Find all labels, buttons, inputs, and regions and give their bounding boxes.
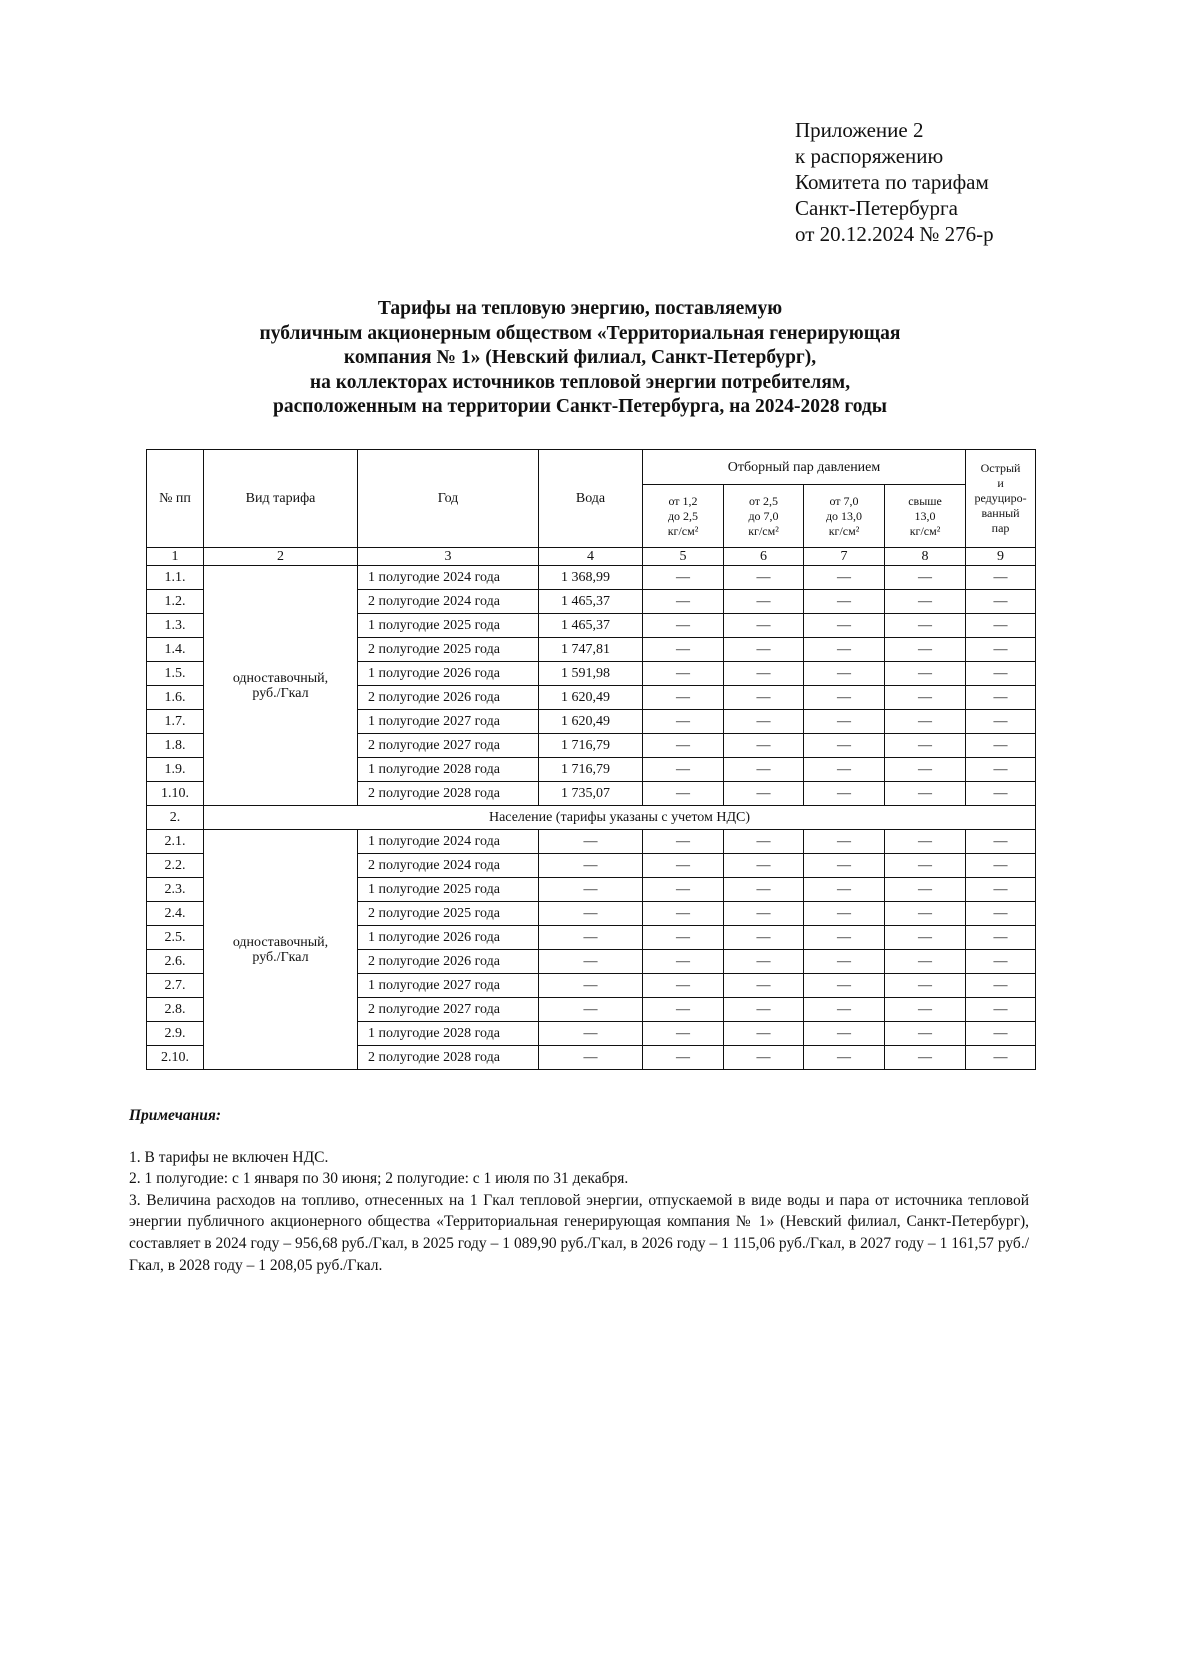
empty-value-cell: — <box>804 590 885 614</box>
empty-value-cell: — <box>643 614 724 638</box>
empty-value-cell: — <box>643 998 724 1022</box>
header-line: от 2,5 <box>748 493 779 508</box>
table-row <box>147 830 1036 854</box>
row-number: 1.4. <box>147 638 204 662</box>
empty-value-cell: — <box>885 878 966 902</box>
empty-value-cell: — <box>966 638 1036 662</box>
tariff-type-cell <box>204 830 358 1070</box>
notes-block <box>129 1105 1029 1276</box>
note-item: 2. 1 полугодие: с 1 января по 30 июня; 2 полугодие: с 1 июля по 31 декабря. <box>129 1170 629 1188</box>
header-steam-group: Отборный пар давлением <box>643 450 966 485</box>
title-line: Тарифы на тепловую энергию, поставляемую <box>377 298 783 319</box>
empty-value-cell: — <box>724 830 804 854</box>
row-number: 2.3. <box>147 878 204 902</box>
empty-value-cell: — <box>966 950 1036 974</box>
empty-value-cell: — <box>966 734 1036 758</box>
section-label: Население (тарифы указаны с учетом НДС) <box>204 806 1036 830</box>
column-number: 1 <box>147 548 204 566</box>
header-steam-4 <box>885 485 966 548</box>
empty-value-cell: — <box>966 662 1036 686</box>
period-cell: 2 полугодие 2026 года <box>358 950 539 974</box>
header-steam-1 <box>643 485 724 548</box>
period-cell: 1 полугодие 2024 года <box>358 566 539 590</box>
header-sharp-steam <box>966 450 1036 548</box>
empty-value-cell: — <box>804 998 885 1022</box>
empty-value-cell: — <box>539 998 643 1022</box>
empty-value-cell: — <box>885 590 966 614</box>
empty-value-cell: — <box>539 878 643 902</box>
water-tariff-cell: 1 465,37 <box>539 590 643 614</box>
section-header-row <box>147 806 1036 830</box>
empty-value-cell: — <box>804 662 885 686</box>
empty-value-cell: — <box>885 782 966 806</box>
header-line: до 2,5 <box>667 508 699 523</box>
empty-value-cell: — <box>804 878 885 902</box>
water-tariff-cell: 1 465,37 <box>539 614 643 638</box>
column-number-row <box>147 548 1036 566</box>
empty-value-cell: — <box>643 974 724 998</box>
empty-value-cell: — <box>724 1046 804 1070</box>
period-cell: 1 полугодие 2028 года <box>358 1022 539 1046</box>
period-cell: 1 полугодие 2025 года <box>358 614 539 638</box>
empty-value-cell: — <box>539 950 643 974</box>
empty-value-cell: — <box>643 902 724 926</box>
document-title <box>150 297 1010 420</box>
header-line: пар <box>991 521 1010 535</box>
water-tariff-cell: 1 716,79 <box>539 734 643 758</box>
period-cell: 2 полугодие 2027 года <box>358 734 539 758</box>
empty-value-cell: — <box>804 830 885 854</box>
empty-value-cell: — <box>643 1022 724 1046</box>
tariff-type-line: одноставочный, <box>232 670 329 686</box>
empty-value-cell: — <box>966 710 1036 734</box>
title-line: расположенным на территории Санкт-Петербурга, на 2024-2028 годы <box>273 396 887 418</box>
empty-value-cell: — <box>724 782 804 806</box>
empty-value-cell: — <box>724 614 804 638</box>
row-number: 2.4. <box>147 902 204 926</box>
empty-value-cell: — <box>643 878 724 902</box>
column-number: 2 <box>204 548 358 566</box>
empty-value-cell: — <box>539 902 643 926</box>
empty-value-cell: — <box>724 566 804 590</box>
appendix-line: Приложение 2 <box>795 118 924 142</box>
period-cell: 2 полугодие 2024 года <box>358 854 539 878</box>
header-line: свыше <box>908 493 942 508</box>
empty-value-cell: — <box>643 926 724 950</box>
empty-value-cell: — <box>804 1046 885 1070</box>
period-cell: 1 полугодие 2027 года <box>358 710 539 734</box>
column-number: 5 <box>643 548 724 566</box>
empty-value-cell: — <box>724 902 804 926</box>
empty-value-cell: — <box>804 974 885 998</box>
empty-value-cell: — <box>885 902 966 926</box>
empty-value-cell: — <box>539 926 643 950</box>
row-number: 1.5. <box>147 662 204 686</box>
period-cell: 2 полугодие 2028 года <box>358 1046 539 1070</box>
empty-value-cell: — <box>966 878 1036 902</box>
period-cell: 2 полугодие 2025 года <box>358 902 539 926</box>
empty-value-cell: — <box>643 662 724 686</box>
title-line: публичным акционерным обществом «Территориальная генерирующая <box>259 322 901 344</box>
row-number: 2.5. <box>147 926 204 950</box>
empty-value-cell: — <box>643 686 724 710</box>
appendix-line: Комитета по тарифам <box>795 170 989 194</box>
empty-value-cell: — <box>724 926 804 950</box>
empty-value-cell: — <box>643 1046 724 1070</box>
period-cell: 1 полугодие 2026 года <box>358 926 539 950</box>
empty-value-cell: — <box>885 734 966 758</box>
period-cell: 1 полугодие 2026 года <box>358 662 539 686</box>
empty-value-cell: — <box>643 710 724 734</box>
header-steam-3 <box>804 485 885 548</box>
empty-value-cell: — <box>966 566 1036 590</box>
appendix-line: от 20.12.2024 № 276-р <box>795 222 994 246</box>
period-cell: 2 полугодие 2025 года <box>358 638 539 662</box>
header-num: № пп <box>147 450 204 548</box>
header-line: кг/см² <box>828 523 860 538</box>
appendix-line: Санкт-Петербурга <box>795 196 958 220</box>
empty-value-cell: — <box>724 638 804 662</box>
empty-value-cell: — <box>885 614 966 638</box>
empty-value-cell: — <box>966 998 1036 1022</box>
empty-value-cell: — <box>539 854 643 878</box>
period-cell: 2 полугодие 2026 года <box>358 686 539 710</box>
empty-value-cell: — <box>966 854 1036 878</box>
empty-value-cell: — <box>724 998 804 1022</box>
header-line: кг/см² <box>667 523 699 538</box>
empty-value-cell: — <box>724 854 804 878</box>
row-number: 2.10. <box>147 1046 204 1070</box>
empty-value-cell: — <box>643 566 724 590</box>
row-number: 1.3. <box>147 614 204 638</box>
header-tariff-type: Вид тарифа <box>204 450 358 548</box>
water-tariff-cell: 1 591,98 <box>539 662 643 686</box>
header-water: Вода <box>539 450 643 548</box>
tariff-type-line: руб./Гкал <box>252 949 309 965</box>
empty-value-cell: — <box>804 734 885 758</box>
empty-value-cell: — <box>885 854 966 878</box>
empty-value-cell: — <box>885 566 966 590</box>
title-line: на коллекторах источников тепловой энергии потребителям, <box>309 371 851 393</box>
header-line: кг/см² <box>909 523 941 538</box>
empty-value-cell: — <box>643 782 724 806</box>
empty-value-cell: — <box>966 830 1036 854</box>
empty-value-cell: — <box>804 782 885 806</box>
table-row <box>147 566 1036 590</box>
row-number: 1.8. <box>147 734 204 758</box>
row-number: 1.1. <box>147 566 204 590</box>
appendix-block <box>795 117 994 247</box>
row-number: 1.2. <box>147 590 204 614</box>
empty-value-cell: — <box>885 710 966 734</box>
header-line: редуциро- <box>974 491 1027 505</box>
empty-value-cell: — <box>885 998 966 1022</box>
column-number: 4 <box>539 548 643 566</box>
empty-value-cell: — <box>966 590 1036 614</box>
empty-value-cell: — <box>724 590 804 614</box>
header-year: Год <box>358 450 539 548</box>
empty-value-cell: — <box>643 830 724 854</box>
column-number: 6 <box>724 548 804 566</box>
header-line: кг/см² <box>748 523 779 538</box>
empty-value-cell: — <box>643 758 724 782</box>
period-cell: 1 полугодие 2027 года <box>358 974 539 998</box>
empty-value-cell: — <box>643 734 724 758</box>
column-number: 3 <box>358 548 539 566</box>
row-number: 2.2. <box>147 854 204 878</box>
empty-value-cell: — <box>643 854 724 878</box>
empty-value-cell: — <box>885 926 966 950</box>
empty-value-cell: — <box>539 830 643 854</box>
row-number: 1.10. <box>147 782 204 806</box>
empty-value-cell: — <box>966 758 1036 782</box>
empty-value-cell: — <box>885 638 966 662</box>
empty-value-cell: — <box>724 950 804 974</box>
header-line: от 7,0 <box>829 493 859 508</box>
row-number: 1.6. <box>147 686 204 710</box>
empty-value-cell: — <box>885 974 966 998</box>
empty-value-cell: — <box>885 686 966 710</box>
empty-value-cell: — <box>804 950 885 974</box>
period-cell: 1 полугодие 2025 года <box>358 878 539 902</box>
water-tariff-cell: 1 735,07 <box>539 782 643 806</box>
header-steam-2 <box>724 485 804 548</box>
empty-value-cell: — <box>643 950 724 974</box>
header-line: 13,0 <box>914 508 936 523</box>
empty-value-cell: — <box>966 926 1036 950</box>
tariff-type-line: одноставочный, <box>232 934 329 950</box>
row-number: 2.6. <box>147 950 204 974</box>
title-line: компания № 1» (Невский филиал, Санкт-Петербург), <box>343 347 817 369</box>
empty-value-cell: — <box>885 1022 966 1046</box>
column-number: 9 <box>966 548 1036 566</box>
tariff-type-cell <box>204 566 358 806</box>
empty-value-cell: — <box>804 758 885 782</box>
empty-value-cell: — <box>643 638 724 662</box>
period-cell: 2 полугодие 2028 года <box>358 782 539 806</box>
empty-value-cell: — <box>804 926 885 950</box>
row-number: 2.1. <box>147 830 204 854</box>
empty-value-cell: — <box>885 662 966 686</box>
appendix-line: к распоряжению <box>795 144 944 168</box>
empty-value-cell: — <box>885 950 966 974</box>
notes-title: Примечания: <box>129 1107 221 1124</box>
empty-value-cell: — <box>804 710 885 734</box>
water-tariff-cell: 1 620,49 <box>539 710 643 734</box>
empty-value-cell: — <box>804 854 885 878</box>
water-tariff-cell: 1 716,79 <box>539 758 643 782</box>
column-number: 7 <box>804 548 885 566</box>
empty-value-cell: — <box>539 1046 643 1070</box>
empty-value-cell: — <box>643 590 724 614</box>
empty-value-cell: — <box>724 734 804 758</box>
header-line: и <box>997 476 1004 490</box>
water-tariff-cell: 1 620,49 <box>539 686 643 710</box>
empty-value-cell: — <box>724 974 804 998</box>
header-line: до 13,0 <box>825 508 863 523</box>
header-line: ванный <box>981 506 1020 520</box>
empty-value-cell: — <box>966 902 1036 926</box>
column-number: 8 <box>885 548 966 566</box>
empty-value-cell: — <box>724 758 804 782</box>
empty-value-cell: — <box>539 1022 643 1046</box>
empty-value-cell: — <box>804 902 885 926</box>
row-number: 2.7. <box>147 974 204 998</box>
tariff-table <box>146 449 1036 1070</box>
empty-value-cell: — <box>804 1022 885 1046</box>
empty-value-cell: — <box>804 614 885 638</box>
row-number: 1.9. <box>147 758 204 782</box>
header-line: Острый <box>980 461 1021 475</box>
empty-value-cell: — <box>539 974 643 998</box>
empty-value-cell: — <box>885 830 966 854</box>
empty-value-cell: — <box>804 638 885 662</box>
row-number: 1.7. <box>147 710 204 734</box>
water-tariff-cell: 1 747,81 <box>539 638 643 662</box>
empty-value-cell: — <box>885 758 966 782</box>
period-cell: 2 полугодие 2024 года <box>358 590 539 614</box>
empty-value-cell: — <box>804 686 885 710</box>
empty-value-cell: — <box>724 710 804 734</box>
empty-value-cell: — <box>966 782 1036 806</box>
note-item: 3. Величина расходов на топливо, отнесенных на 1 Гкал тепловой энергии, отпускаемой в виде воды и пара от источника тепловой энергии публичного акционерного общества «Территориальная генерирующая компания № 1» (Невский филиал, Санкт-Петербург), составляет в 2024 году – 956,68 руб./Гкал, в 2025 году – 1 089,90 руб./Гкал, в 2026 году – 1 115,06 руб./Гкал, в 2027 году – 1 161,57 руб./Гкал, в 2028 году – 1 208,05 руб./Гкал. <box>129 1191 1029 1274</box>
empty-value-cell: — <box>966 1046 1036 1070</box>
row-number: 2.8. <box>147 998 204 1022</box>
empty-value-cell: — <box>724 1022 804 1046</box>
empty-value-cell: — <box>966 1022 1036 1046</box>
empty-value-cell: — <box>724 878 804 902</box>
header-line: до 7,0 <box>748 508 779 523</box>
empty-value-cell: — <box>966 614 1036 638</box>
water-tariff-cell: 1 368,99 <box>539 566 643 590</box>
period-cell: 1 полугодие 2024 года <box>358 830 539 854</box>
empty-value-cell: — <box>966 974 1036 998</box>
empty-value-cell: — <box>724 686 804 710</box>
empty-value-cell: — <box>804 566 885 590</box>
tariff-type-line: руб./Гкал <box>252 685 309 701</box>
row-number: 2. <box>147 806 204 830</box>
row-number: 2.9. <box>147 1022 204 1046</box>
period-cell: 1 полугодие 2028 года <box>358 758 539 782</box>
empty-value-cell: — <box>966 686 1036 710</box>
header-line: от 1,2 <box>668 493 698 508</box>
empty-value-cell: — <box>724 662 804 686</box>
note-item: 1. В тарифы не включен НДС. <box>129 1148 329 1166</box>
period-cell: 2 полугодие 2027 года <box>358 998 539 1022</box>
empty-value-cell: — <box>885 1046 966 1070</box>
